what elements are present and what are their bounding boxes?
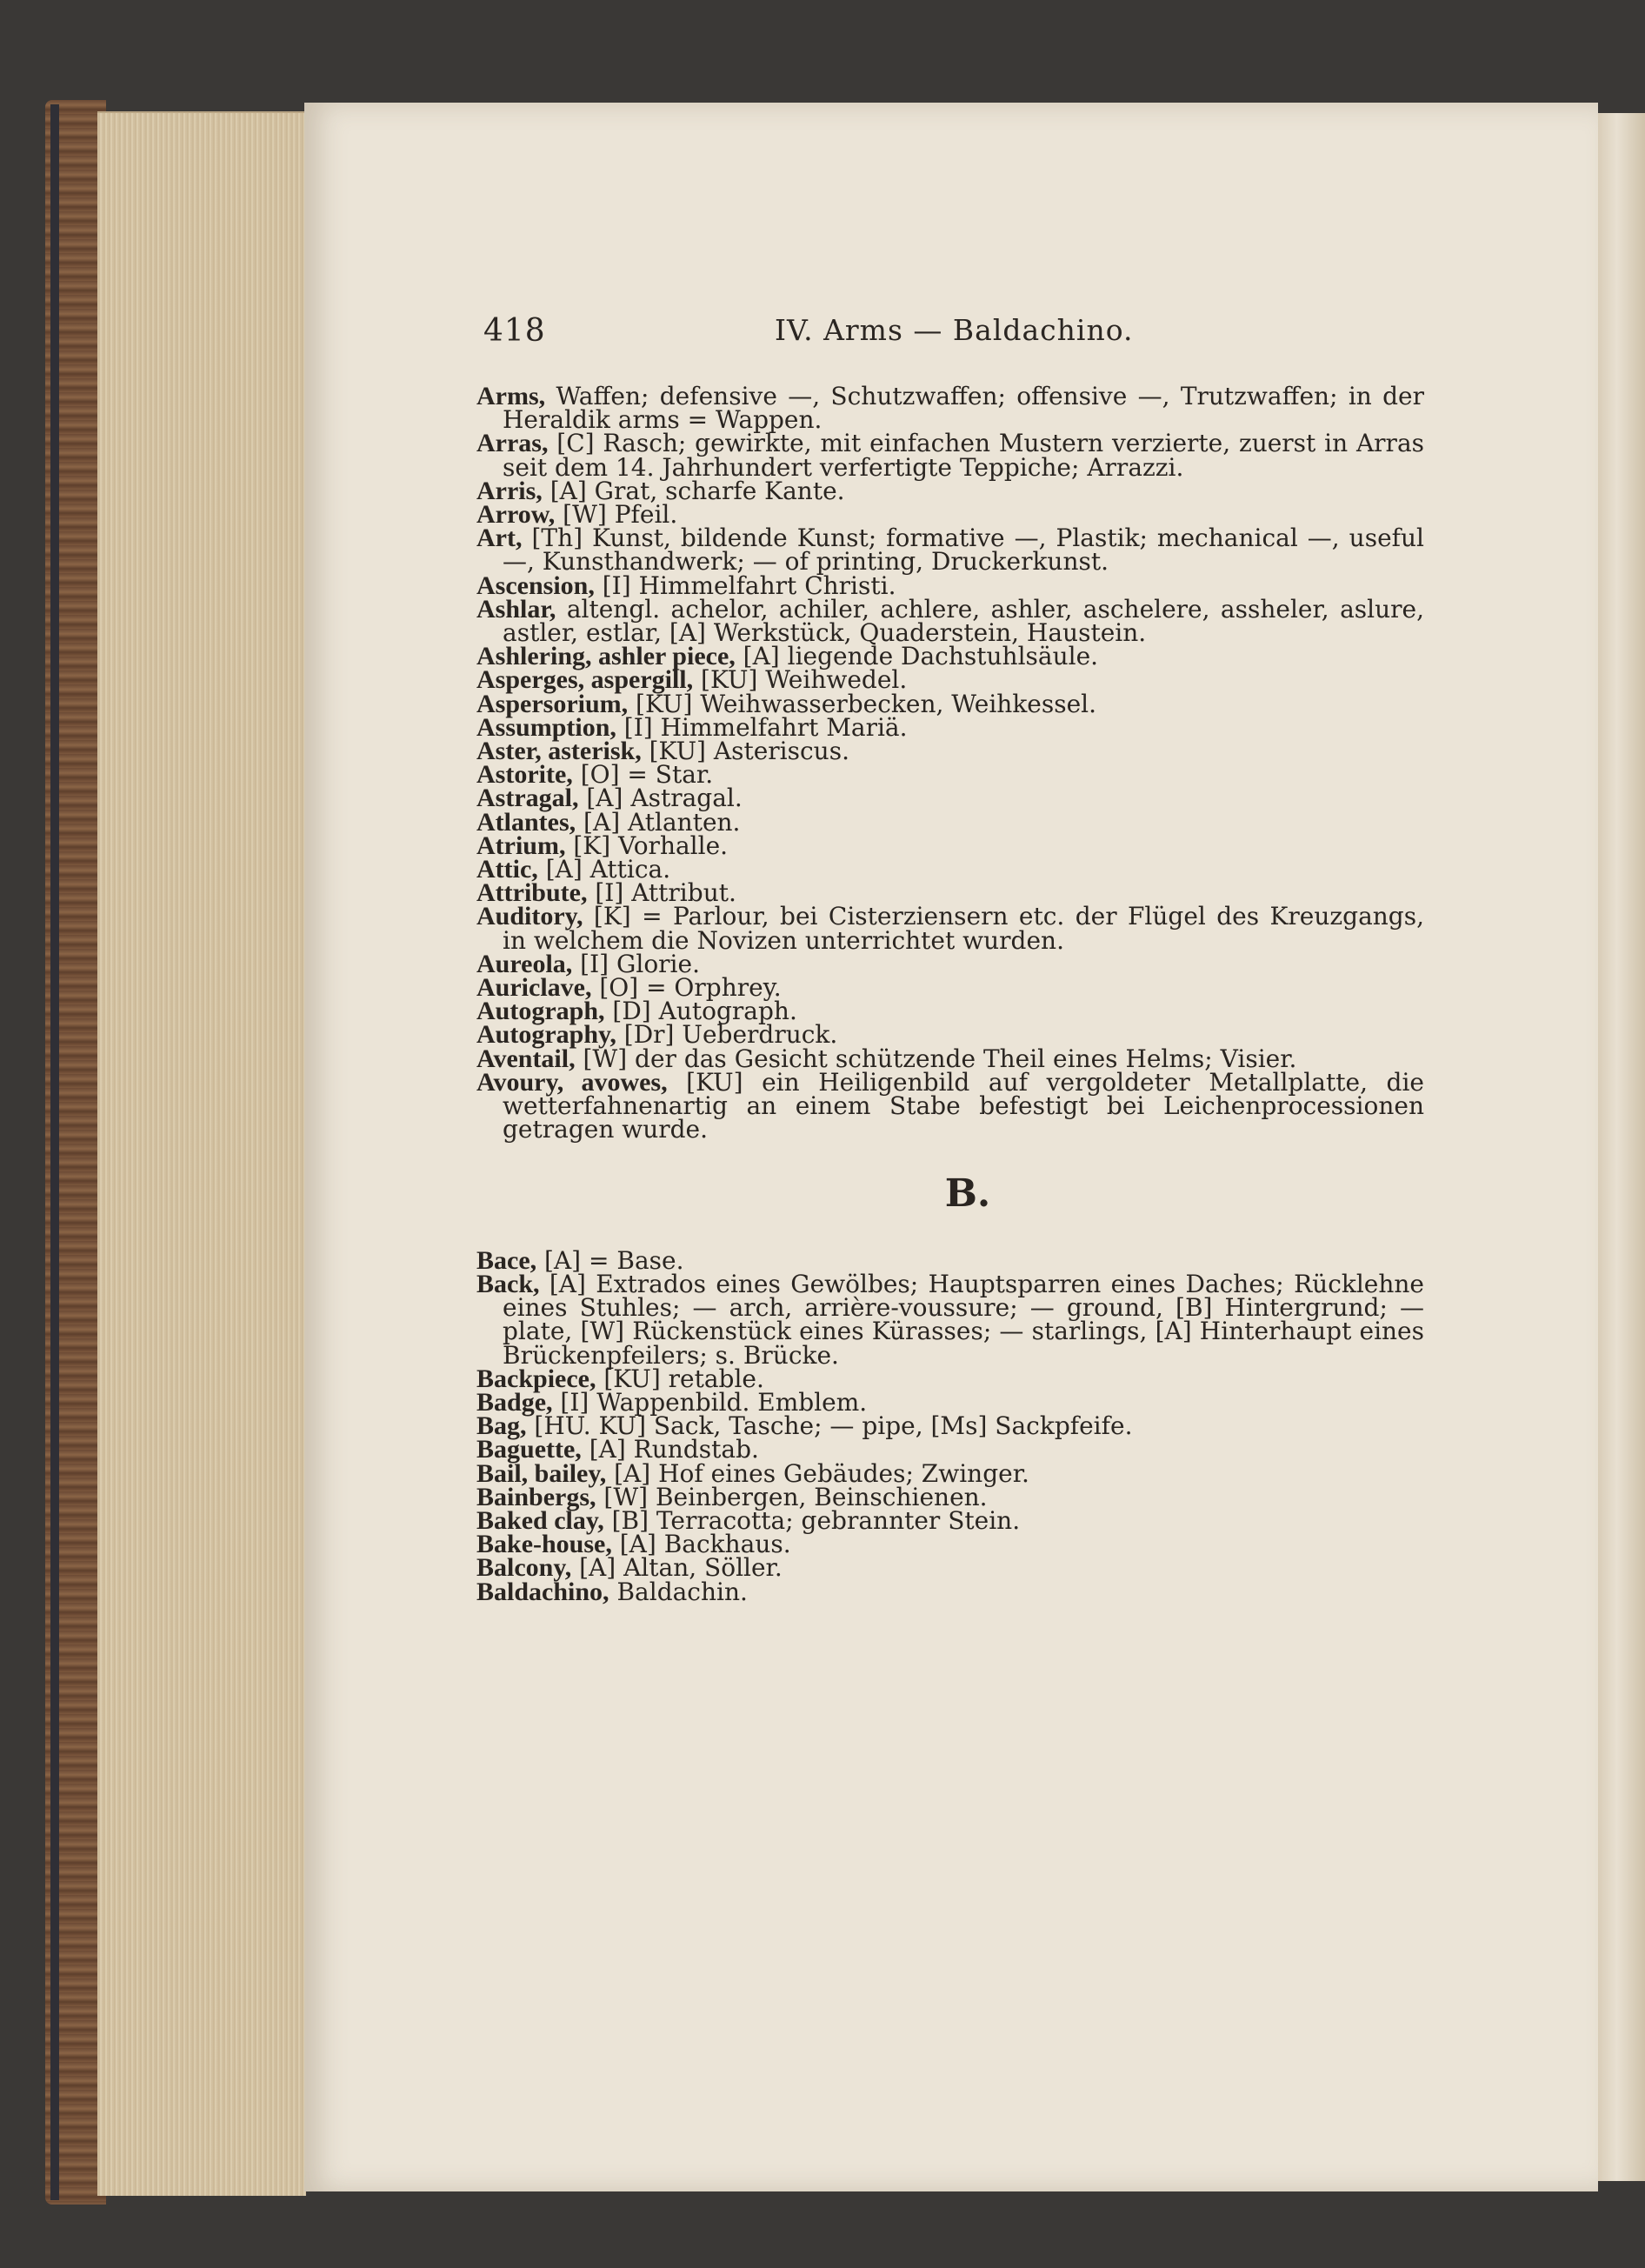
dictionary-entry: [476, 570, 1424, 600]
definition: [I] Himmelfahrt Christi.: [594, 570, 896, 600]
definition: [A] Altan, Söller.: [571, 1553, 783, 1583]
headword: Art,: [476, 524, 523, 553]
definition: [A] Rundstab.: [581, 1435, 759, 1464]
definition: [A] Extrados eines Gewölbes; Hauptsparren eines Daches; Rücklehne eines Stuhles; — arch, arrière-voussure; — ground, [B] Hintergrund; — plate, [W] Rückenstück eines Kürasses; — starlings, [A] Hinterhaupt eines Brückenpfeilers; s. Brücke.: [503, 1269, 1424, 1370]
dictionary-entry: [476, 1269, 1424, 1370]
headword: Bag,: [476, 1411, 527, 1441]
definition: altengl. achelor, achiler, achlere, ashler, aschelere, assheler, aslure, astler, estlar, [A] Werkstück, Quaderstein, Haustein.: [503, 594, 1424, 648]
headword: Atlantes,: [476, 807, 576, 837]
dictionary-entry: [476, 1411, 1424, 1441]
definition: [A] Atlanten.: [576, 807, 741, 837]
dictionary-entry: [476, 1020, 1424, 1050]
headword: Attic,: [476, 855, 538, 884]
dictionary-entry: [476, 1577, 1424, 1606]
dictionary-entry: [476, 1364, 1424, 1393]
dictionary-entry: [476, 500, 1424, 530]
definition: [KU] ein Heiligenbild auf vergoldeter Metallplatte, die wetterfahnenartig an einem Stabe befestigt bei Leichenprocessionen getragen wurde.: [503, 1067, 1424, 1144]
dictionary-entry: [476, 878, 1424, 908]
dictionary-entry: [476, 642, 1424, 671]
definition: [I] Attribut.: [587, 878, 736, 908]
headword: Baldachino,: [476, 1577, 609, 1606]
headword: Aventail,: [476, 1044, 576, 1073]
page-title: IV. Arms — Baldachino.: [775, 313, 1134, 347]
entries-b: [476, 1245, 1424, 1606]
dictionary-entry: [476, 1387, 1424, 1417]
headword: Astorite,: [476, 760, 573, 790]
headword: Aspersorium,: [476, 689, 629, 718]
headword: Attribute,: [476, 878, 588, 908]
definition: [A] liegende Dachstuhlsäule.: [735, 642, 1099, 671]
headword: Badge,: [476, 1387, 553, 1417]
headword: Arris,: [476, 476, 543, 505]
definition: [O] = Orphrey.: [591, 973, 782, 1003]
definition: [A] Hof eines Gebäudes; Zwinger.: [606, 1458, 1029, 1488]
spine-edge: [50, 104, 59, 2200]
dictionary-entry: [476, 1482, 1424, 1511]
page-number: 418: [483, 313, 546, 349]
headword: Ascension,: [476, 570, 595, 600]
dictionary-entry: [476, 1067, 1424, 1144]
definition: [A] Attica.: [537, 855, 671, 884]
dictionary-entry: [476, 830, 1424, 860]
dictionary-entry: [476, 973, 1424, 1003]
definition: [Dr] Ueberdruck.: [616, 1020, 838, 1050]
definition: [A] Backhaus.: [611, 1530, 791, 1559]
headword: Autography,: [476, 1020, 616, 1050]
dictionary-entry: [476, 594, 1424, 648]
dictionary-body: [476, 384, 1424, 1604]
headword: Auriclave,: [476, 973, 592, 1003]
headword: Auditory,: [476, 902, 583, 931]
definition: [I] Wappenbild. Emblem.: [552, 1387, 868, 1417]
headword: Asperges, aspergill,: [476, 665, 694, 695]
headword: Aster, asterisk,: [476, 737, 642, 766]
dictionary-entry: [476, 689, 1424, 718]
headword: Arms,: [476, 382, 546, 410]
section-letter-heading: B.: [944, 1171, 991, 1216]
definition: [K] = Parlour, bei Cisterziensern etc. der Flügel des Kreuzgangs, in welchem die Novizen unterrichtet wurden.: [503, 902, 1424, 955]
headword: Bace,: [476, 1245, 537, 1275]
dictionary-entry: [476, 1435, 1424, 1464]
definition: [A] = Base.: [536, 1245, 684, 1275]
headword: Baguette,: [476, 1435, 582, 1464]
entries-a: [476, 384, 1424, 1142]
dictionary-entry: [476, 997, 1424, 1026]
dictionary-entry: [476, 476, 1424, 505]
definition: [A] Grat, scharfe Kante.: [542, 476, 845, 505]
running-head: [483, 313, 1440, 365]
dictionary-entry: [476, 737, 1424, 766]
definition: [K] Vorhalle.: [565, 830, 729, 860]
definition: Waffen; defensive —, Schutzwaffen; offensive —, Trutzwaffen; in der Heraldik arms = Wappen.: [503, 382, 1424, 435]
headword: Arrow,: [476, 500, 556, 530]
headword: Bainbergs,: [476, 1482, 596, 1511]
definition: [HU. KU] Sack, Tasche; — pipe, [Ms] Sackpfeife.: [526, 1411, 1133, 1441]
next-page-edge: [1598, 113, 1645, 2181]
dictionary-entry: [476, 1505, 1424, 1535]
dictionary-entry: [476, 1458, 1424, 1488]
headword: Balcony,: [476, 1553, 572, 1583]
definition: [KU] Weihwasserbecken, Weihkessel.: [628, 689, 1097, 718]
definition: [O] = Star.: [572, 760, 714, 790]
definition: [KU] retable.: [596, 1364, 764, 1393]
dictionary-entry: [476, 665, 1424, 695]
dictionary-entry: [476, 712, 1424, 742]
headword: Bail, bailey,: [476, 1458, 607, 1488]
dictionary-entry: [476, 949, 1424, 978]
dictionary-entry: [476, 1044, 1424, 1073]
dictionary-entry: [476, 784, 1424, 813]
definition: Baldachin.: [609, 1577, 748, 1606]
headword: Baked clay,: [476, 1505, 604, 1535]
headword: Assumption,: [476, 712, 616, 742]
definition: [Th] Kunst, bildende Kunst; formative —, Plastik; mechanical —, useful —, Kunsthandwerk; — of printing, Druckerkunst.: [503, 524, 1424, 577]
headword: Ashlar,: [476, 594, 556, 624]
definition: [C] Rasch; gewirkte, mit einfachen Mustern verzierte, zuerst in Arras seit dem 14. Jahrhundert verfertigte Teppiche; Arrazzi.: [503, 429, 1424, 482]
definition: [A] Astragal.: [578, 784, 743, 813]
headword: Autograph,: [476, 997, 605, 1026]
page-stack: [97, 113, 306, 2196]
headword: Backpiece,: [476, 1364, 596, 1393]
dictionary-entry: [476, 1553, 1424, 1583]
definition: [D] Autograph.: [604, 997, 797, 1026]
definition: [I] Himmelfahrt Mariä.: [616, 712, 908, 742]
headword: Aureola,: [476, 949, 573, 978]
headword: Arras,: [476, 429, 549, 458]
headword: Ashlering, ashler piece,: [476, 642, 736, 671]
dictionary-entry: [476, 1530, 1424, 1559]
definition: [W] Beinbergen, Beinschienen.: [596, 1482, 988, 1511]
headword: Avoury, avowes,: [476, 1067, 668, 1097]
headword: Back,: [476, 1269, 540, 1298]
definition: [I] Glorie.: [572, 949, 700, 978]
definition: [W] der das Gesicht schützende Theil eines Helms; Visier.: [575, 1044, 1297, 1073]
dictionary-entry: [476, 524, 1424, 577]
dictionary-entry: [476, 382, 1424, 435]
headword: Astragal,: [476, 784, 579, 813]
headword: Bake-house,: [476, 1530, 612, 1559]
dictionary-entry: [476, 760, 1424, 790]
dictionary-entry: [476, 429, 1424, 482]
dictionary-entry: [476, 807, 1424, 837]
definition: [B] Terracotta; gebrannter Stein.: [603, 1505, 1021, 1535]
definition: [KU] Asteriscus.: [641, 737, 849, 766]
dictionary-entry: [476, 902, 1424, 955]
dictionary-entry: [476, 1245, 1424, 1275]
definition: [KU] Weihwedel.: [693, 665, 908, 695]
headword: Atrium,: [476, 830, 566, 860]
dictionary-entry: [476, 855, 1424, 884]
definition: [W] Pfeil.: [555, 500, 678, 530]
